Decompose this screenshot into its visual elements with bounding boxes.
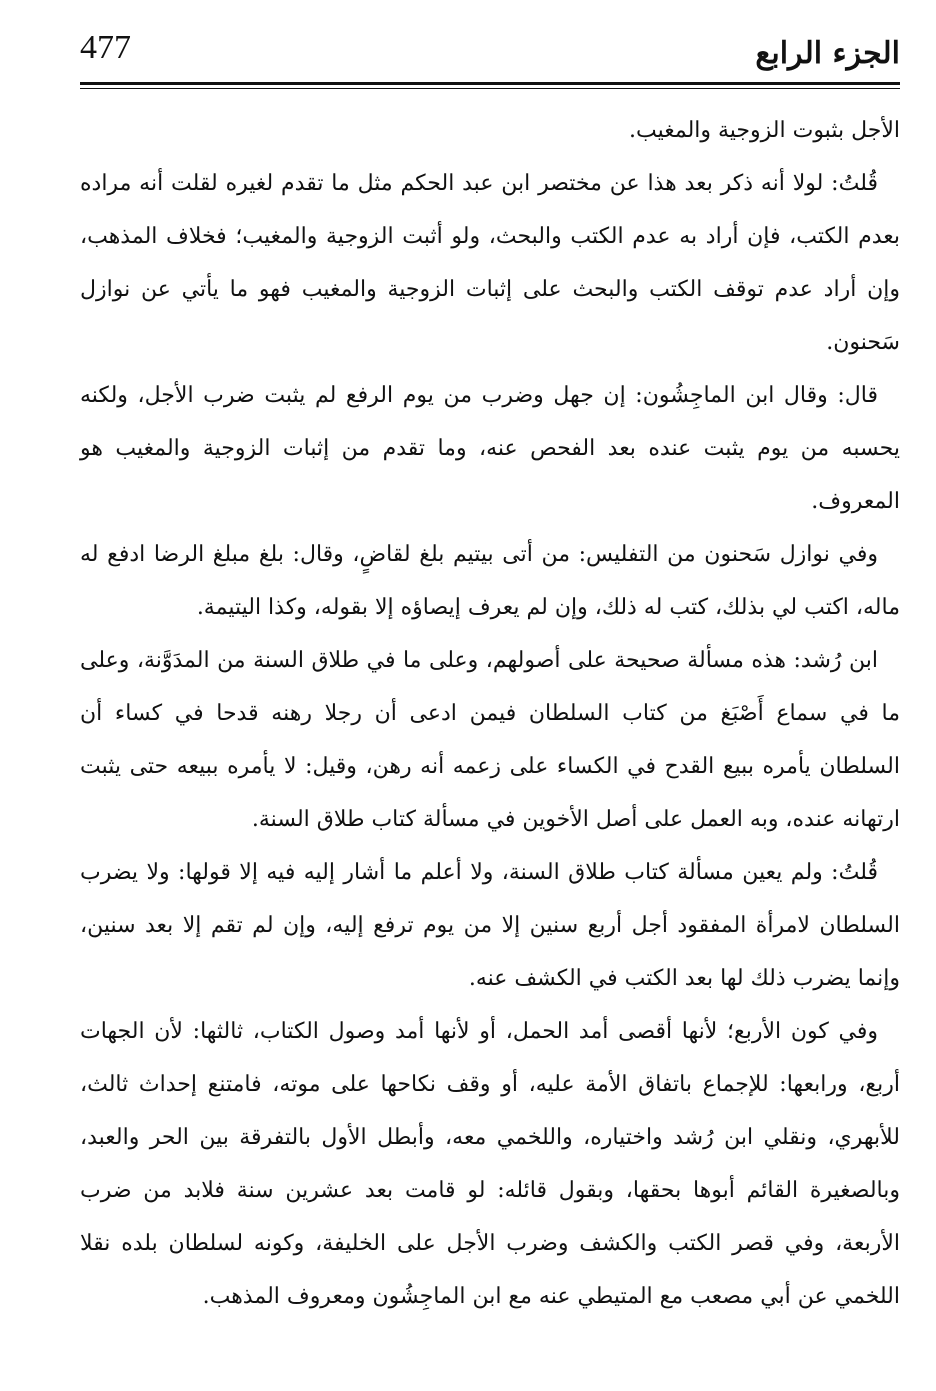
page-number: 477 — [80, 29, 131, 66]
paragraph: ابن رُشد: هذه مسألة صحيحة على أصولهم، وعلى ما في طلاق السنة من المدَوَّنة، وعلى ما في سماع أَصْبَغ من كتاب السلطان فيمن ادعى أن رجلا رهنه قدحا في كساء أن السلطان يأمره ببيع القدح في الكساء على زعمه أنه رهن، وقيل: لا يأمره ببيعه حتى يثبت ارتهانه عنده، وبه العمل على أصل الأخوين في مسألة كتاب طلاق السنة. — [80, 648, 900, 832]
paragraph: قُلتُ: لولا أنه ذكر بعد هذا عن مختصر ابن عبد الحكم مثل ما تقدم لغيره لقلت أنه مراده بعدم الكتب، فإن أراد به عدم الكتب والبحث، ولو أثبت الزوجية والمغيب؛ فخلاف المذهب، وإن أراد عدم توقف الكتب والبحث على إثبات الزوجية والمغيب فهو ما يأتي عن نوازل سَحنون. — [80, 171, 900, 355]
paragraph: الأجل بثبوت الزوجية والمغيب. — [629, 118, 900, 143]
paragraph: وفي كون الأربع؛ لأنها أقصى أمد الحمل، أو لأنها أمد وصول الكتاب، ثالثها: لأن الجهات أربع، ورابعها: للإجماع باتفاق الأمة عليه، أو وقف نكاحها على موته، فامتنع إحداث ثالث، للأبهري، ونقلي ابن رُشد واختياره، واللخمي معه، وأبطل الأول بالتفرقة بين الحر والعبد، وبالصغيرة القائم أبوها بحقها، وبقول قائله: لو قامت بعد عشرين سنة فلابد من ضرب الأربعة، وفي قصر الكتب والكشف وضرب الأجل على الخليفة، وكونه لسلطان بلده نقلا اللخمي عن أبي مصعب مع المتيطي عنه مع ابن الماجِشُون ومعروف المذهب. — [80, 1019, 900, 1309]
header-rule-thin — [80, 88, 900, 89]
page-header — [80, 20, 900, 76]
header-rule-thick — [80, 82, 900, 85]
paragraph: قال: وقال ابن الماجِشُون: إن جهل وضرب من يوم الرفع لم يثبت ضرب الأجل، ولكنه يحسبه من يوم يثبت عنده بعد الفحص عنه، وما تقدم من إثبات الزوجية والمغيب هو المعروف. — [80, 383, 900, 514]
running-head-title: الجزء الرابع — [755, 36, 900, 71]
book-page — [80, 20, 900, 1370]
paragraph: قُلتُ: ولم يعين مسألة كتاب طلاق السنة، ولا أعلم ما أشار إليه فيه إلا قولها: ولا يضرب السلطان لامرأة المفقود أجل أربع سنين إلا من يوم ترفع إليه، وإن لم تقم إلا بعد سنين، وإنما يضرب ذلك لها بعد الكتب في الكشف عنه. — [80, 860, 900, 991]
body-text — [80, 104, 900, 1323]
paragraph: وفي نوازل سَحنون من التفليس: من أتى بيتيم بلغ لقاضٍ، وقال: بلغ مبلغ الرضا ادفع له ماله، اكتب لي بذلك، كتب له ذلك، وإن لم يعرف إيصاؤه إلا بقوله، وكذا اليتيمة. — [80, 542, 900, 620]
